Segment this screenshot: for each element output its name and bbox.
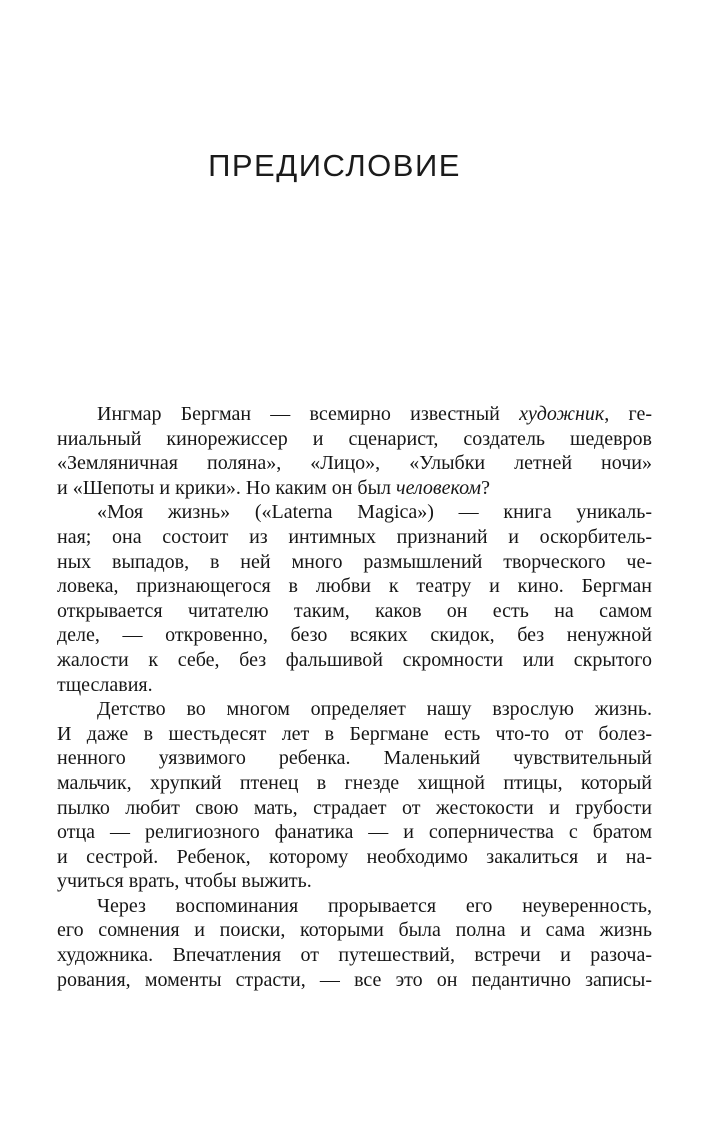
text-line (57, 673, 652, 698)
text-run: отца — религиозного фанатика — и соперничества с братом (57, 821, 652, 844)
italic-text: человеком (396, 476, 482, 499)
text-line (57, 623, 652, 648)
text-run: ? (481, 476, 490, 499)
text-run: Ингмар Бергман — всемирно известный (97, 403, 520, 425)
text-run: ных выпадов, в ней много размышлений творческого че- (57, 550, 652, 573)
text-run: рования, моменты страсти, — все это он педантично записы- (57, 968, 652, 991)
text-line (57, 476, 652, 501)
text-run: пылко любит свою мать, страдает от жестокости и грубости (57, 796, 652, 819)
text-line (57, 500, 652, 525)
text-run: ниальный кинорежиссер и сценарист, создатель шедевров (57, 427, 652, 450)
paragraph (57, 894, 652, 992)
text-run: ненного уязвимого ребенка. Маленький чувствительный (57, 747, 652, 770)
text-run: учиться врать, чтобы выжить. (57, 870, 312, 893)
text-run: мальчик, хрупкий птенец в гнезде хищной птицы, который (57, 771, 652, 794)
text-run: деле, — откровенно, безо всяких скидок, без ненужной (57, 624, 652, 647)
italic-text: художник (519, 403, 605, 425)
text-line (57, 402, 652, 427)
body-text (57, 402, 652, 992)
text-run: жалости к себе, без фальшивой скромности или скрытого (57, 648, 652, 671)
text-run: Через воспоминания прорывается его неуверенность, (97, 894, 652, 917)
text-line (57, 722, 652, 747)
text-line (57, 918, 652, 943)
text-line (57, 525, 652, 550)
text-run: ная; она состоит из интимных признаний и оскорбитель- (57, 525, 652, 548)
text-line (57, 697, 652, 722)
text-line (57, 550, 652, 575)
text-line (57, 943, 652, 968)
text-run: Детство во многом определяет нашу взрослую жизнь. (97, 698, 652, 721)
paragraph (57, 402, 652, 500)
text-line (57, 427, 652, 452)
text-run: открывается читателю таким, каков он есть на самом (57, 599, 652, 622)
text-run: «Земляничная поляна», «Лицо», «Улыбки летней ночи» (57, 452, 652, 475)
text-run: и «Шепоты и крики». Но каким он был (57, 476, 397, 499)
text-line (57, 771, 652, 796)
text-line (57, 648, 652, 673)
text-line (57, 869, 652, 894)
text-line (57, 820, 652, 845)
text-run: тщеславия. (57, 673, 153, 696)
text-line (57, 845, 652, 870)
paragraph (57, 500, 652, 697)
text-line (57, 894, 652, 919)
text-run: «Моя жизнь» («Laterna Magica») — книга уникаль- (97, 501, 652, 524)
text-run: И даже в шестьдесят лет в Бергмане есть что-то от болез- (57, 722, 652, 745)
chapter-title: ПРЕДИСЛОВИЕ (208, 148, 461, 183)
text-line (57, 796, 652, 821)
text-line (57, 574, 652, 599)
text-run: и сестрой. Ребенок, которому необходимо закалиться и на- (57, 845, 652, 868)
text-line (57, 451, 652, 476)
text-line (57, 968, 652, 993)
text-line (57, 599, 652, 624)
text-run: его сомнения и поиски, которыми была полна и сама жизнь (57, 919, 652, 942)
paragraph (57, 697, 652, 894)
text-line (57, 746, 652, 771)
text-run: художника. Впечатления от путешествий, встречи и разоча- (57, 944, 652, 967)
text-run: , ге- (604, 403, 652, 425)
text-run: ловека, признающегося в любви к театру и кино. Бергман (57, 575, 652, 598)
